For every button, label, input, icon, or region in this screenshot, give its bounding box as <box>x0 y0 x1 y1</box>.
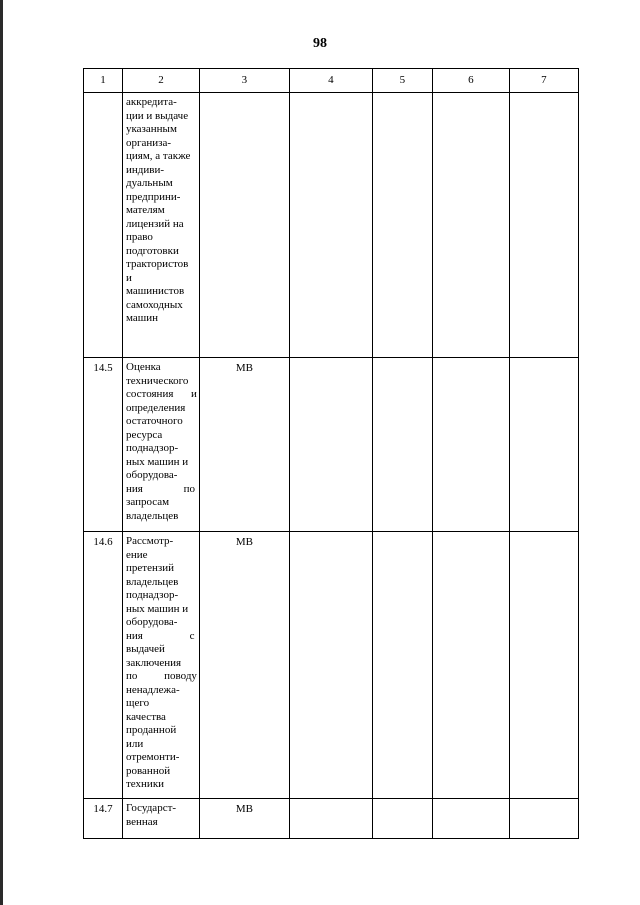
desc-line: машинистов <box>126 285 185 297</box>
row-category: МВ <box>199 532 289 799</box>
desc-line: ния по <box>126 482 195 495</box>
desc-line: ции и выдаче <box>126 109 189 122</box>
empty-cell <box>289 799 372 839</box>
empty-cell <box>432 799 509 839</box>
empty-cell <box>289 358 372 532</box>
empty-cell <box>372 93 432 358</box>
desc-line: рованной <box>126 764 171 777</box>
desc-line: заключения <box>126 656 182 669</box>
desc-line: аккредита- <box>126 96 177 108</box>
row-description <box>123 532 200 799</box>
header-cell: 3 <box>199 69 289 93</box>
desc-line: остаточного <box>126 415 183 427</box>
desc-line: по поводу <box>126 670 197 682</box>
desc-line: претензий <box>126 562 174 574</box>
desc-line: запросам <box>126 496 170 508</box>
row-description <box>123 358 200 532</box>
desc-line: определения <box>126 401 186 414</box>
desc-line: техники <box>126 778 165 790</box>
desc-line: дуальным <box>126 177 173 189</box>
desc-line: или <box>126 737 144 750</box>
desc-line: право <box>126 231 153 243</box>
empty-cell <box>509 799 578 839</box>
empty-cell <box>432 358 509 532</box>
empty-cell <box>289 93 372 358</box>
desc-line: организа- <box>126 136 172 149</box>
table-row <box>84 358 579 532</box>
data-table <box>83 68 579 839</box>
desc-line: венная <box>126 815 158 828</box>
header-row <box>84 69 579 93</box>
desc-line: ненадлежа- <box>126 683 180 696</box>
desc-line: технического <box>126 374 189 387</box>
desc-line: оборудова- <box>126 616 178 628</box>
desc-line: ных машин и <box>126 602 189 615</box>
row-number: 14.5 <box>84 358 123 532</box>
desc-line: поднадзор- <box>126 589 179 601</box>
header-cell: 4 <box>289 69 372 93</box>
desc-line: машин <box>126 312 159 324</box>
row-number: 14.6 <box>84 532 123 799</box>
desc-line: подготовки <box>126 244 179 257</box>
header-cell: 6 <box>432 69 509 93</box>
desc-line: циям, а также <box>126 150 191 162</box>
desc-line: щего <box>126 697 150 709</box>
desc-line: оборудова- <box>126 469 178 481</box>
desc-line: ния с <box>126 629 195 642</box>
row-category: МВ <box>199 799 289 839</box>
desc-line: мателям <box>126 204 165 216</box>
desc-line: владельцев <box>126 509 179 522</box>
row-description <box>123 799 200 839</box>
row-category <box>199 93 289 358</box>
empty-cell <box>509 532 578 799</box>
header-cell: 1 <box>84 69 123 93</box>
empty-cell <box>432 532 509 799</box>
desc-line: ресурса <box>126 428 163 441</box>
table-row <box>84 799 579 839</box>
desc-line: поднадзор- <box>126 442 179 454</box>
row-category: МВ <box>199 358 289 532</box>
page-number: 98 <box>313 36 327 51</box>
empty-cell <box>372 532 432 799</box>
table-row <box>84 93 579 358</box>
desc-line: Государст- <box>126 802 177 814</box>
empty-cell <box>289 532 372 799</box>
scan-edge <box>0 0 3 905</box>
desc-line-justified: состояния и <box>126 388 197 400</box>
desc-line: Рассмотр- <box>126 535 174 547</box>
desc-line: ение <box>126 548 148 561</box>
empty-cell <box>509 358 578 532</box>
row-description <box>123 93 200 358</box>
desc-line: предприни- <box>126 190 181 203</box>
header-cell: 2 <box>123 69 200 93</box>
header-cell: 7 <box>509 69 578 93</box>
desc-line: выдачей <box>126 643 165 655</box>
empty-cell <box>509 93 578 358</box>
desc-line: лицензий на <box>126 217 184 230</box>
desc-line: самоходных <box>126 298 183 311</box>
row-number: 14.7 <box>84 799 123 839</box>
desc-line: ных машин и <box>126 455 189 468</box>
desc-line: проданной <box>126 724 177 736</box>
desc-line: Оценка <box>126 361 161 373</box>
empty-cell <box>372 799 432 839</box>
empty-cell <box>432 93 509 358</box>
row-number <box>84 93 123 358</box>
empty-cell <box>372 358 432 532</box>
table-row <box>84 532 579 799</box>
desc-line: качества <box>126 710 166 723</box>
desc-line: владельцев <box>126 575 179 588</box>
desc-line: трактористов <box>126 258 189 270</box>
desc-line: указанным <box>126 123 177 135</box>
desc-line: и <box>126 271 132 284</box>
header-cell: 5 <box>372 69 432 93</box>
desc-line: индиви- <box>126 163 165 176</box>
desc-line: отремонти- <box>126 751 180 763</box>
